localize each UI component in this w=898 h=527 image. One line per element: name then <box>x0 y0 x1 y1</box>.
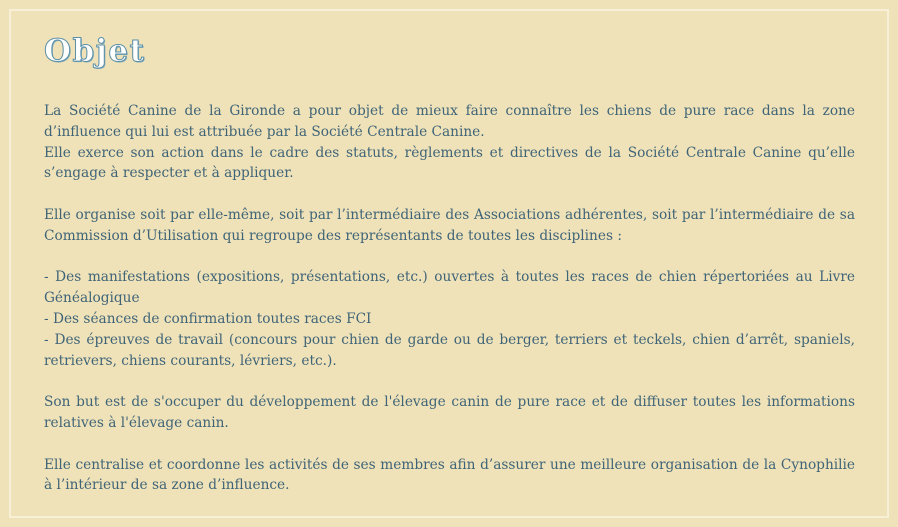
intro-sentence-2: Elle exerce son action dans le cadre des statuts, règlements et directives de la Société Centrale Canine qu’elle s’engage à respecter et à appliquer. <box>44 144 855 182</box>
list-item: - Des manifestations (expositions, présentations, etc.) ouvertes à toutes les races de chien répertoriées au Livre Généalogique <box>44 269 855 307</box>
article-body <box>44 101 855 496</box>
page-title: Objet <box>44 33 146 69</box>
intro-sentence-1: La Société Canine de la Gironde a pour objet de mieux faire connaître les chiens de pure race dans la zone d’influence qui lui est attribuée par la Société Centrale Canine. <box>44 103 855 140</box>
closing-paragraph: Elle centralise et coordonne les activités de ses membres afin d’assurer une meilleure organisation de la Cynophilie à l’intérieur de sa zone d’influence. <box>44 456 855 494</box>
organisation-paragraph: Elle organise soit par elle-même, soit par l’intermédiaire des Associations adhérentes, soit par l’intermédiaire de sa Commission d’Utilisation qui regroupe des représentants de toutes les disciplines : <box>44 206 855 244</box>
activities-list <box>44 267 855 371</box>
intro-paragraph <box>44 101 855 184</box>
goal-paragraph: Son but est de s'occuper du développement de l'élevage canin de pure race et de diffuser toutes les informations relatives à l'élevage canin. <box>44 394 855 431</box>
list-item: - Des épreuves de travail (concours pour chien de garde ou de berger, terriers et teckels, chien d’arrêt, spaniels, retrievers, chiens courants, lévriers, etc.). <box>44 331 855 369</box>
list-item: - Des séances de confirmation toutes races FCI <box>44 310 372 327</box>
